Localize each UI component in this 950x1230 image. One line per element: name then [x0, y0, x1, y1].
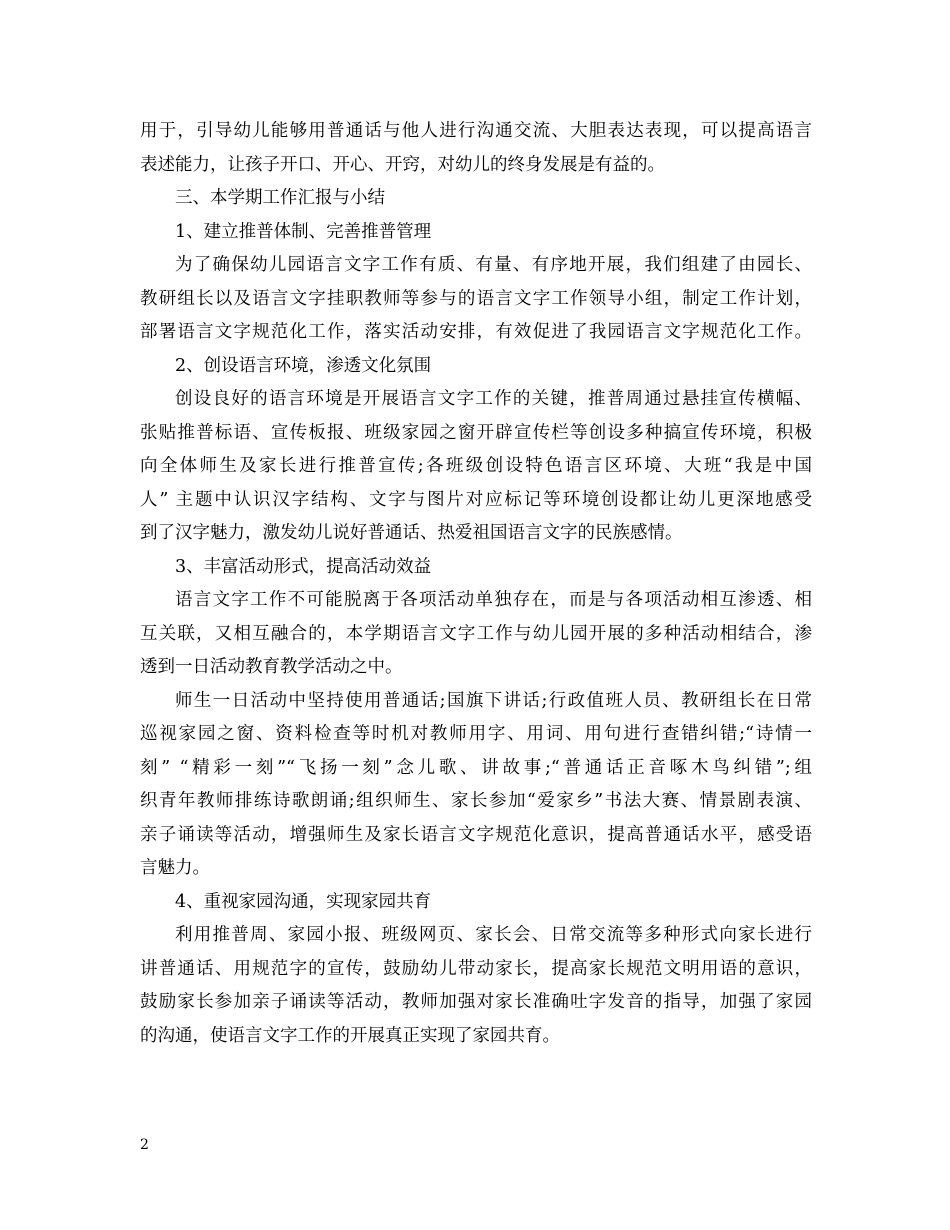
document-body	[140, 115, 812, 1053]
body-text-line: 表述能力，让孩子开口、开心、开窍，对幼儿的终身发展是有益的。	[140, 154, 665, 175]
body-text-line: 讲普通话、用规范字的宣传，鼓励幼儿带动家长，提高家长规范文明用语的意识，	[140, 958, 812, 979]
body-text-line: 鼓励家长参加亲子诵读等活动，教师加强对家长准确吐字发音的指导，加强了家园	[140, 992, 812, 1012]
page-number: 2	[140, 1137, 149, 1153]
body-text-line: 刻” “精彩一刻”“飞扬一刻”念儿歌、讲故事;“普通话正音啄木鸟纠错”;组	[140, 757, 812, 778]
body-text-line: 用于，引导幼儿能够用普通话与他人进行沟通交流、大胆表达表现，可以提高语言	[140, 121, 812, 141]
body-text-line: 人” 主题中认识汉字结构、文字与图片对应标记等环境创设都让幼儿更深地感受	[140, 489, 812, 510]
subsection-heading: 1、建立推普体制、完善推普管理	[175, 221, 432, 242]
section-heading: 三、本学期工作汇报与小结	[175, 188, 385, 208]
body-text-line: 透到一日活动教育教学活动之中。	[140, 657, 403, 677]
body-text-line: 向全体师生及家长进行推普宣传;各班级创设特色语言区环境、大班“我是中国	[140, 456, 812, 476]
body-text-line: 张贴推普标语、宣传板报、班级家园之窗开辟宣传栏等创设多种搞宣传环境，积极	[140, 422, 812, 443]
body-text-line: 为了确保幼儿园语言文字工作有质、有量、有序地开展，我们组建了由园长、	[175, 255, 812, 275]
body-text-line: 亲子诵读等活动，增强师生及家长语言文字规范化意识，提高普通话水平，感受语	[140, 824, 812, 845]
subsection-heading: 3、丰富活动形式，提高活动效益	[175, 556, 432, 577]
body-text-line: 师生一日活动中坚持使用普通话;国旗下讲话;行政值班人员、教研组长在日常	[175, 690, 812, 711]
body-text-line: 巡视家园之窗、资料检查等时机对教师用字、用词、用句进行查错纠错;“诗情一	[140, 724, 812, 744]
body-text-line: 部署语言文字规范化工作，落实活动安排，有效促进了我园语言文字规范化工作。	[140, 322, 812, 342]
body-text-line: 利用推普周、家园小报、班级网页、家长会、日常交流等多种形式向家长进行	[175, 925, 812, 945]
body-text-line: 教研组长以及语言文字挂职教师等参与的语言文字工作领导小组，制定工作计划，	[140, 288, 812, 309]
body-text-line: 语言文字工作不可能脱离于各项活动单独存在，而是与各项活动相互渗透、相	[175, 590, 812, 610]
body-text-line: 到了汉字魅力，激发幼儿说好普通话、热爱祖国语言文字的民族感情。	[140, 523, 683, 543]
body-text-line: 创设良好的语言环境是开展语言文字工作的关键，推普周通过悬挂宣传横幅、	[175, 389, 812, 409]
body-text-line: 织青年教师排练诗歌朗诵;组织师生、家长参加“爱家乡”书法大赛、情景剧表演、	[140, 791, 812, 811]
body-text-line: 言魅力。	[140, 858, 210, 878]
body-text-line: 的沟通，使语言文字工作的开展真正实现了家园共育。	[140, 1025, 560, 1046]
body-text-line: 互关联，又相互融合的，本学期语言文字工作与幼儿园开展的多种活动相结合，渗	[140, 623, 812, 644]
subsection-heading: 2、创设语言环境，渗透文化氛围	[175, 355, 432, 376]
subsection-heading: 4、重视家园沟通，实现家园共育	[175, 891, 432, 912]
